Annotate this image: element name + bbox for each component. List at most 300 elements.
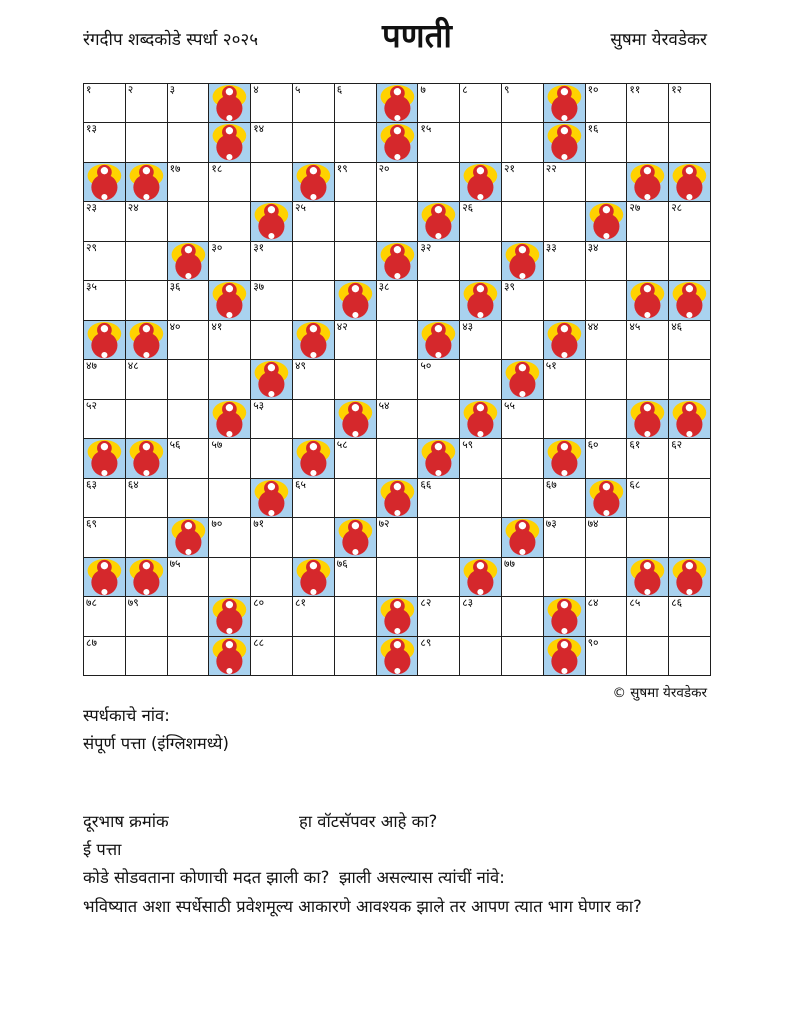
phone-label: दूरभाष क्रमांक (83, 812, 169, 831)
grid-cell[interactable] (293, 479, 335, 518)
blocked-cell (377, 242, 419, 281)
cell-number: १९ (336, 162, 348, 175)
grid-cell[interactable] (669, 84, 711, 123)
blocked-cell (669, 400, 711, 439)
grid-cell[interactable] (502, 163, 544, 202)
grid-cell[interactable] (335, 360, 377, 399)
cell-number: ८१ (294, 597, 306, 610)
cell-number: ३२ (420, 241, 432, 254)
grid-cell[interactable] (460, 84, 502, 123)
grid-cell[interactable] (418, 281, 460, 320)
grid-cell[interactable] (377, 163, 419, 202)
grid-cell[interactable] (544, 281, 586, 320)
grid-cell[interactable] (335, 242, 377, 281)
grid-cell[interactable] (460, 321, 502, 360)
grid-cell[interactable] (418, 242, 460, 281)
grid-cell[interactable] (209, 321, 251, 360)
grid-cell[interactable] (168, 360, 210, 399)
grid-cell[interactable] (251, 518, 293, 557)
cell-number: ३४ (587, 241, 599, 254)
blocked-cell (335, 518, 377, 557)
cell-number: १५ (420, 123, 432, 136)
cell-number: ४० (169, 320, 181, 333)
cell-number: ५८ (336, 439, 348, 452)
cell-number: ६५ (294, 478, 306, 491)
grid-cell[interactable] (84, 597, 126, 636)
grid-cell[interactable] (627, 202, 669, 241)
grid-cell[interactable] (168, 558, 210, 597)
panati-lamp-icon (377, 597, 418, 635)
blocked-cell (209, 123, 251, 162)
grid-cell[interactable] (126, 479, 168, 518)
grid-cell[interactable] (209, 163, 251, 202)
panati-lamp-icon (669, 558, 710, 596)
grid-cell[interactable] (126, 242, 168, 281)
grid-cell[interactable] (502, 321, 544, 360)
grid-cell[interactable] (502, 439, 544, 478)
blocked-cell (460, 281, 502, 320)
grid-cell[interactable] (335, 84, 377, 123)
panati-lamp-icon (84, 558, 125, 596)
grid-cell[interactable] (168, 439, 210, 478)
panati-lamp-icon (418, 321, 459, 359)
entrant-name-label: स्पर्धकाचे नांव: (83, 706, 170, 725)
blocked-cell (377, 84, 419, 123)
author-name: सुषमा येरवडेकर (610, 30, 707, 50)
grid-cell[interactable] (544, 479, 586, 518)
grid-cell[interactable] (251, 281, 293, 320)
grid-cell[interactable] (502, 597, 544, 636)
grid-cell[interactable] (126, 202, 168, 241)
grid-cell[interactable] (544, 518, 586, 557)
grid-cell[interactable] (627, 479, 669, 518)
grid-cell[interactable] (293, 400, 335, 439)
grid-cell[interactable] (335, 558, 377, 597)
cell-number: ८४ (587, 597, 599, 610)
grid-cell[interactable] (586, 597, 628, 636)
cell-number: ७४ (587, 518, 599, 531)
cell-number: ३५ (86, 281, 97, 294)
blocked-cell (669, 558, 711, 597)
grid-cell[interactable] (460, 242, 502, 281)
blocked-cell (168, 242, 210, 281)
grid-cell[interactable] (293, 242, 335, 281)
panati-lamp-icon (377, 123, 418, 161)
panati-lamp-icon (293, 163, 334, 201)
grid-cell[interactable] (544, 242, 586, 281)
blocked-cell (418, 439, 460, 478)
grid-cell[interactable] (168, 321, 210, 360)
grid-cell[interactable] (335, 202, 377, 241)
grid-cell[interactable] (293, 84, 335, 123)
grid-cell[interactable] (335, 439, 377, 478)
blocked-cell (335, 400, 377, 439)
grid-cell[interactable] (502, 123, 544, 162)
cell-number: ९ (503, 84, 510, 96)
panati-lamp-icon (627, 281, 668, 319)
grid-cell[interactable] (502, 400, 544, 439)
cell-number: ८ (462, 84, 468, 96)
grid-cell[interactable] (502, 558, 544, 597)
blocked-cell (586, 202, 628, 241)
grid-cell[interactable] (669, 597, 711, 636)
grid-cell[interactable] (627, 123, 669, 162)
panati-lamp-icon (251, 202, 292, 240)
cell-number: १० (587, 84, 599, 96)
cell-number: ६२ (671, 439, 683, 452)
blocked-cell (126, 321, 168, 360)
panati-lamp-icon (335, 518, 376, 556)
grid-cell[interactable] (335, 321, 377, 360)
grid-cell[interactable] (586, 84, 628, 123)
grid-cell[interactable] (168, 597, 210, 636)
grid-cell[interactable] (627, 597, 669, 636)
cell-number: ४६ (671, 320, 683, 333)
grid-cell[interactable] (586, 637, 628, 676)
grid-cell[interactable] (669, 360, 711, 399)
panati-lamp-icon (209, 597, 250, 635)
grid-cell[interactable] (418, 84, 460, 123)
grid-cell[interactable] (293, 597, 335, 636)
blocked-cell (669, 163, 711, 202)
grid-cell[interactable] (627, 242, 669, 281)
grid-cell[interactable] (418, 637, 460, 676)
email-label: ई पत्ता (83, 840, 122, 859)
grid-cell[interactable] (335, 123, 377, 162)
blocked-cell (209, 597, 251, 636)
cell-number: ६७ (545, 478, 557, 491)
cell-number: २९ (86, 241, 97, 254)
grid-cell[interactable] (126, 518, 168, 557)
blocked-cell (293, 321, 335, 360)
grid-cell[interactable] (84, 84, 126, 123)
cell-number: २ (127, 84, 134, 96)
blocked-cell (544, 637, 586, 676)
blocked-cell (251, 202, 293, 241)
blocked-cell (251, 360, 293, 399)
grid-cell[interactable] (586, 281, 628, 320)
cell-number: ७२ (378, 518, 390, 531)
grid-cell[interactable] (377, 558, 419, 597)
page-title: पणती (382, 16, 452, 55)
grid-cell[interactable] (460, 202, 502, 241)
cell-number: ८५ (629, 597, 641, 610)
grid-cell[interactable] (84, 479, 126, 518)
grid-cell[interactable] (84, 281, 126, 320)
blocked-cell (84, 439, 126, 478)
grid-cell[interactable] (335, 637, 377, 676)
grid-cell[interactable] (126, 123, 168, 162)
grid-cell[interactable] (126, 84, 168, 123)
grid-cell[interactable] (627, 439, 669, 478)
grid-cell[interactable] (209, 518, 251, 557)
grid-cell[interactable] (209, 558, 251, 597)
blocked-cell (84, 321, 126, 360)
grid-cell[interactable] (168, 637, 210, 676)
grid-cell[interactable] (377, 518, 419, 557)
grid-cell[interactable] (669, 518, 711, 557)
grid-cell[interactable] (84, 202, 126, 241)
blocked-cell (460, 558, 502, 597)
panati-lamp-icon (251, 479, 292, 517)
cell-number: ५६ (169, 439, 181, 452)
grid-cell[interactable] (293, 202, 335, 241)
cell-number: ६० (587, 439, 599, 452)
grid-cell[interactable] (418, 123, 460, 162)
grid-cell[interactable] (251, 242, 293, 281)
panati-lamp-icon (627, 400, 668, 438)
grid-cell[interactable] (669, 242, 711, 281)
cell-number: ११ (629, 84, 641, 96)
blocked-cell (168, 518, 210, 557)
grid-cell[interactable] (460, 637, 502, 676)
grid-cell[interactable] (209, 360, 251, 399)
grid-cell[interactable] (544, 400, 586, 439)
grid-cell[interactable] (544, 360, 586, 399)
cell-number: ५९ (462, 439, 474, 452)
cell-number: ७५ (169, 557, 181, 570)
grid-cell[interactable] (460, 597, 502, 636)
panati-lamp-icon (377, 479, 418, 517)
grid-cell[interactable] (209, 242, 251, 281)
grid-cell[interactable] (293, 518, 335, 557)
grid-cell[interactable] (418, 360, 460, 399)
grid-cell[interactable] (377, 400, 419, 439)
grid-cell[interactable] (460, 479, 502, 518)
grid-cell[interactable] (251, 558, 293, 597)
grid-cell[interactable] (586, 163, 628, 202)
grid-cell[interactable] (418, 479, 460, 518)
panati-lamp-icon (126, 558, 167, 596)
grid-cell[interactable] (251, 163, 293, 202)
panati-lamp-icon (293, 439, 334, 477)
cell-number: ३७ (253, 281, 265, 294)
blocked-cell (293, 439, 335, 478)
cell-number: ३३ (545, 241, 557, 254)
panati-lamp-icon (335, 281, 376, 319)
cell-number: ७८ (86, 597, 97, 610)
cell-number: २६ (462, 202, 474, 215)
grid-cell[interactable] (586, 400, 628, 439)
grid-cell[interactable] (126, 360, 168, 399)
grid-cell[interactable] (669, 321, 711, 360)
cell-number: ६६ (420, 478, 432, 491)
grid-cell[interactable] (502, 479, 544, 518)
panati-lamp-icon (251, 360, 292, 398)
panati-lamp-icon (293, 321, 334, 359)
blocked-cell (418, 321, 460, 360)
grid-cell[interactable] (377, 202, 419, 241)
grid-cell[interactable] (627, 84, 669, 123)
cell-number: ३९ (503, 281, 515, 294)
grid-cell[interactable] (84, 360, 126, 399)
grid-cell[interactable] (586, 321, 628, 360)
grid-cell[interactable] (126, 400, 168, 439)
blocked-cell (377, 479, 419, 518)
grid-cell[interactable] (251, 84, 293, 123)
grid-cell[interactable] (586, 242, 628, 281)
cell-number: ३१ (253, 241, 265, 254)
grid-cell[interactable] (293, 123, 335, 162)
blocked-cell (377, 597, 419, 636)
grid-cell[interactable] (168, 202, 210, 241)
grid-cell[interactable] (335, 597, 377, 636)
cell-number: ६ (336, 84, 343, 96)
blocked-cell (586, 479, 628, 518)
blocked-cell (669, 281, 711, 320)
cell-number: १६ (587, 123, 599, 136)
grid-cell[interactable] (168, 163, 210, 202)
cell-number: ५४ (378, 399, 390, 412)
cell-number: ८८ (253, 636, 265, 649)
grid-cell[interactable] (586, 518, 628, 557)
cell-number: ८२ (420, 597, 432, 610)
grid-cell[interactable] (669, 439, 711, 478)
grid-cell[interactable] (627, 321, 669, 360)
cell-number: २५ (294, 202, 306, 215)
grid-cell[interactable] (586, 360, 628, 399)
cell-number: २२ (545, 162, 557, 175)
grid-cell[interactable] (126, 637, 168, 676)
grid-cell[interactable] (418, 597, 460, 636)
panati-lamp-icon (544, 321, 585, 359)
cell-number: ७ (420, 84, 426, 96)
blocked-cell (84, 163, 126, 202)
grid-cell[interactable] (669, 479, 711, 518)
grid-cell[interactable] (168, 84, 210, 123)
cell-number: २४ (127, 202, 139, 215)
grid-cell[interactable] (168, 123, 210, 162)
blocked-cell (627, 558, 669, 597)
grid-cell[interactable] (251, 123, 293, 162)
grid-cell[interactable] (84, 400, 126, 439)
grid-cell[interactable] (168, 281, 210, 320)
panati-lamp-icon (377, 242, 418, 280)
grid-cell[interactable] (335, 163, 377, 202)
grid-cell[interactable] (627, 637, 669, 676)
blocked-cell (544, 321, 586, 360)
grid-cell[interactable] (84, 637, 126, 676)
grid-cell[interactable] (168, 479, 210, 518)
grid-cell[interactable] (84, 123, 126, 162)
grid-cell[interactable] (251, 400, 293, 439)
cell-number: ६८ (629, 478, 641, 491)
cell-number: ३० (211, 241, 223, 254)
cell-number: ६९ (86, 518, 97, 531)
grid-cell[interactable] (669, 637, 711, 676)
cell-number: ७१ (253, 518, 265, 531)
panati-lamp-icon (502, 360, 543, 398)
cell-number: १३ (86, 123, 97, 136)
grid-cell[interactable] (544, 202, 586, 241)
cell-number: ६१ (629, 439, 641, 452)
grid-cell[interactable] (418, 163, 460, 202)
panati-lamp-icon (84, 439, 125, 477)
grid-cell[interactable] (251, 439, 293, 478)
grid-cell[interactable] (669, 202, 711, 241)
grid-cell[interactable] (126, 281, 168, 320)
grid-cell[interactable] (502, 637, 544, 676)
grid-cell[interactable] (84, 242, 126, 281)
grid-cell[interactable] (251, 637, 293, 676)
grid-cell[interactable] (502, 281, 544, 320)
cell-number: ७७ (503, 557, 515, 570)
grid-cell[interactable] (293, 360, 335, 399)
grid-cell[interactable] (502, 84, 544, 123)
grid-cell[interactable] (627, 360, 669, 399)
helper-names-label: झाली असल्यास त्यांचीं नांवे: (339, 868, 505, 887)
grid-cell[interactable] (377, 281, 419, 320)
grid-cell[interactable] (126, 597, 168, 636)
panati-lamp-icon (460, 163, 501, 201)
blocked-cell (460, 163, 502, 202)
grid-cell[interactable] (335, 479, 377, 518)
blocked-cell (377, 637, 419, 676)
cell-number: ३६ (169, 281, 181, 294)
grid-cell[interactable] (544, 163, 586, 202)
blocked-cell (209, 400, 251, 439)
grid-cell[interactable] (460, 518, 502, 557)
blocked-cell (209, 281, 251, 320)
grid-cell[interactable] (293, 637, 335, 676)
cell-number: ८० (253, 597, 265, 610)
panati-lamp-icon (168, 518, 209, 556)
blocked-cell (293, 558, 335, 597)
grid-cell[interactable] (251, 321, 293, 360)
panati-lamp-icon (627, 163, 668, 201)
grid-cell[interactable] (586, 123, 628, 162)
blocked-cell (418, 202, 460, 241)
panati-lamp-icon (209, 637, 250, 675)
grid-cell[interactable] (377, 439, 419, 478)
grid-cell[interactable] (544, 558, 586, 597)
grid-cell[interactable] (209, 202, 251, 241)
grid-cell[interactable] (502, 202, 544, 241)
grid-cell[interactable] (418, 400, 460, 439)
grid-cell[interactable] (251, 597, 293, 636)
cell-number: ४८ (127, 360, 139, 373)
panati-lamp-icon (209, 400, 250, 438)
grid-cell[interactable] (460, 439, 502, 478)
blocked-cell (126, 439, 168, 478)
crossword-grid (83, 83, 711, 676)
blocked-cell (460, 400, 502, 439)
panati-lamp-icon (84, 163, 125, 201)
panati-lamp-icon (126, 321, 167, 359)
grid-cell[interactable] (168, 400, 210, 439)
entry-fee-question: भविष्यात अशा स्पर्धेसाठी प्रवेशमूल्य आकारणे आवश्यक झाले तर आपण त्यात भाग घेणार का? (83, 897, 642, 916)
grid-cell[interactable] (209, 479, 251, 518)
panati-lamp-icon (502, 242, 543, 280)
grid-cell[interactable] (669, 123, 711, 162)
grid-cell[interactable] (377, 360, 419, 399)
grid-cell[interactable] (209, 439, 251, 478)
grid-cell[interactable] (586, 558, 628, 597)
grid-cell[interactable] (84, 518, 126, 557)
grid-cell[interactable] (377, 321, 419, 360)
grid-cell[interactable] (418, 558, 460, 597)
grid-cell[interactable] (586, 439, 628, 478)
cell-number: ४३ (462, 320, 474, 333)
grid-cell[interactable] (460, 123, 502, 162)
grid-cell[interactable] (460, 360, 502, 399)
blocked-cell (627, 400, 669, 439)
panati-lamp-icon (209, 281, 250, 319)
grid-cell[interactable] (293, 281, 335, 320)
grid-cell[interactable] (418, 518, 460, 557)
cell-number: १२ (671, 84, 683, 96)
grid-cell[interactable] (627, 518, 669, 557)
